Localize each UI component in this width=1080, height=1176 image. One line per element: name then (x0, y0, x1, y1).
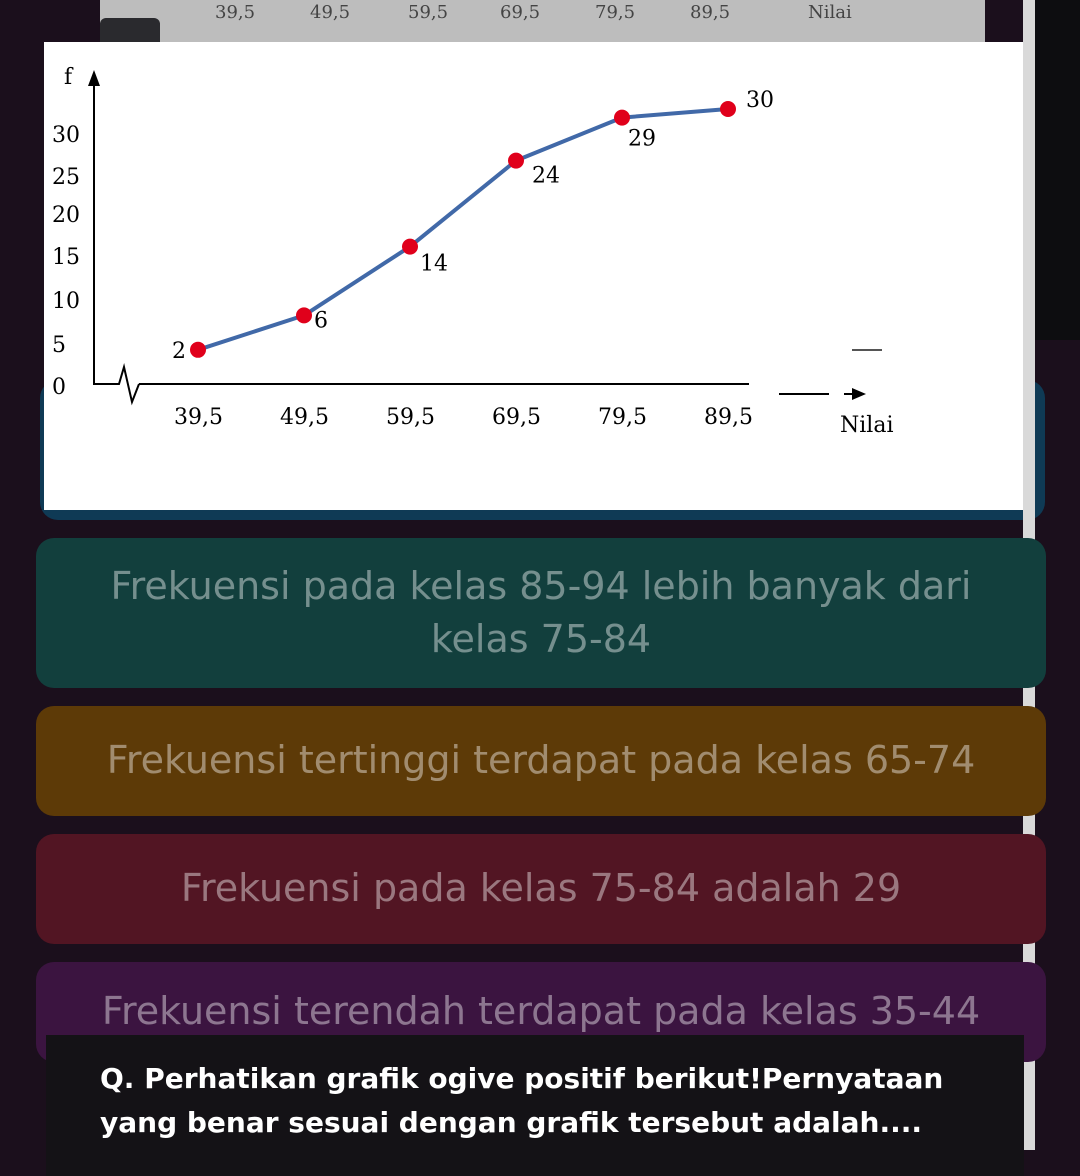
y-tick-label: 0 (52, 375, 66, 400)
answer-option-a[interactable] (36, 538, 1046, 688)
x-tick-label: 49,5 (280, 405, 329, 430)
data-label: 29 (628, 126, 656, 152)
y-tick-label: 5 (52, 333, 66, 358)
zoomed-image-top-strip (100, 0, 985, 42)
answer-option-text: Frekuensi pada kelas 85-94 lebih banyak dari kelas 75-84 (110, 563, 972, 661)
y-tick-label: 10 (52, 289, 80, 314)
ogive-chart (44, 42, 1026, 510)
strip-label: 89,5 (690, 2, 731, 23)
data-point (508, 153, 524, 169)
y-axis-arrowhead (88, 70, 100, 86)
strip-label: 69,5 (500, 2, 541, 23)
y-tick-label: 25 (52, 165, 80, 190)
strip-label: 49,5 (310, 2, 351, 23)
strip-label: Nilai (808, 2, 852, 23)
y-axis-label: f (64, 65, 73, 90)
strip-label: 79,5 (595, 2, 636, 23)
data-point (720, 101, 736, 117)
x-tick-label: 69,5 (492, 405, 541, 430)
data-point (190, 342, 206, 358)
data-label: 24 (532, 163, 560, 189)
x-axis-label: Nilai (840, 413, 894, 438)
data-label: 30 (746, 88, 774, 113)
y-tick-label: 15 (52, 245, 80, 270)
answer-option-text: Frekuensi pada kelas 75-84 adalah 29 (180, 866, 902, 911)
strip-label: 59,5 (408, 2, 449, 23)
answer-option-b[interactable] (36, 706, 1046, 816)
data-label: 6 (314, 308, 328, 334)
data-point (296, 307, 312, 323)
ogive-chart-image[interactable] (44, 42, 1026, 510)
data-label: 2 (172, 338, 186, 364)
strip-label: 39,5 (215, 2, 256, 23)
question-panel (46, 1035, 1024, 1176)
y-tick-label: 30 (52, 123, 80, 148)
x-tick-label: 89,5 (704, 405, 753, 430)
x-tick-label: 79,5 (598, 405, 647, 430)
answer-option-text: Frekuensi tertinggi terdapat pada kelas 65-74 (106, 738, 976, 783)
background-dark-area (1030, 0, 1080, 340)
y-tick-label: 20 (52, 203, 80, 228)
answer-option-c[interactable] (36, 834, 1046, 944)
data-point (614, 110, 630, 126)
x-tick-label: 39,5 (174, 405, 223, 430)
question-text: Q. Perhatikan grafik ogive positif berikut!Pernyataan yang benar sesuai dengan grafik tersebut adalah.... (100, 1062, 944, 1139)
answer-option-text: Frekuensi terendah terdapat pada kelas 35-44 (101, 989, 981, 1034)
x-tick-label: 59,5 (386, 405, 435, 430)
x-axis-arrowhead (852, 388, 866, 400)
axis-break (94, 367, 139, 402)
data-label: 14 (420, 251, 448, 277)
data-point (402, 239, 418, 255)
